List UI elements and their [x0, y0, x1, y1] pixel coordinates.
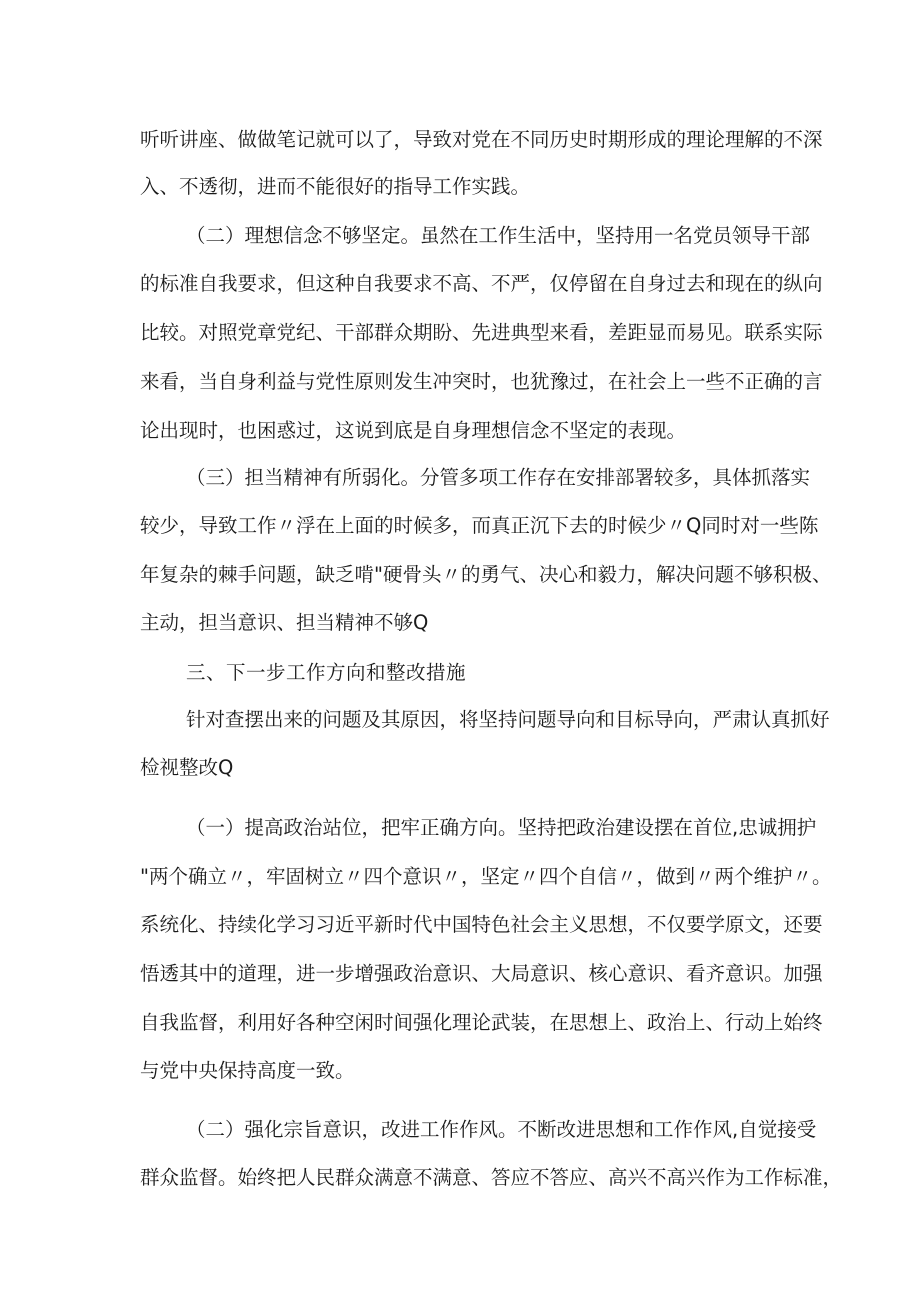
- paragraph-line: 较少，导致工作〃浮在上面的时候多，而真正沉下去的时候少〃Q同时对一些陈: [140, 514, 819, 537]
- paragraph-line: 主动，担当意识、担当精神不够Q: [140, 611, 429, 634]
- paragraph-line: 年复杂的棘手问题，缺乏啃"硬骨头〃的勇气、决心和毅力，解决问题不够积极、: [140, 563, 832, 586]
- paragraph-line: "两个确立〃，牢固树立〃四个意识〃，坚定〃四个自信〃，做到〃两个维护〃。: [140, 865, 832, 888]
- paragraph-line: 群众监督。始终把人民群众满意不满意、答应不答应、高兴不高兴作为工作标准，: [140, 1166, 843, 1189]
- paragraph-line: 系统化、持续化学习习近平新时代中国特色社会主义思想，不仅要学原文，还要: [140, 913, 823, 936]
- paragraph-line: 与党中央保持高度一致。: [140, 1059, 355, 1082]
- paragraph-line: 比较。对照党章党纪、干部群众期盼、先进典型来看，差距显而易见。联系实际: [140, 321, 823, 344]
- paragraph-line: （三）担当精神有所弱化。分管多项工作存在安排部署较多，具体抓落实: [186, 466, 811, 489]
- paragraph-line: （一）提高政治站位，把牢正确方向。坚持把政治建设摆在首位,忠诚拥护: [186, 816, 817, 839]
- section-heading: 三、下一步工作方向和整改措施: [186, 661, 467, 684]
- paragraph-line: （二）理想信念不够坚定。虽然在工作生活中，坚持用一名党员领导干部: [186, 224, 811, 247]
- paragraph-line: 针对查摆出来的问题及其原因，将坚持问题导向和目标导向，严肃认真抓好: [186, 708, 830, 731]
- paragraph-line: 听听讲座、做做笔记就可以了，导致对党在不同历史时期形成的理论理解的不深: [140, 128, 823, 151]
- paragraph-line: 来看，当自身利益与党性原则发生冲突时，也犹豫过，在社会上一些不正确的言: [140, 370, 823, 393]
- paragraph-line: 检视整改Q: [140, 756, 234, 779]
- paragraph-line: 论出现时，也困惑过，这说到底是自身理想信念不坚定的表现。: [140, 419, 687, 442]
- paragraph-line: （二）强化宗旨意识，改进工作作风。不断改进思想和工作作风,自觉接受: [186, 1118, 817, 1141]
- paragraph-line: 悟透其中的道理，进一步增强政治意识、大局意识、核心意识、看齐意识。加强: [140, 962, 823, 985]
- paragraph-line: 自我监督，利用好各种空闲时间强化理论武装，在思想上、政治上、行动上始终: [140, 1011, 823, 1034]
- paragraph-line: 的标准自我要求，但这种自我要求不高、不严，仅停留在自身过去和现在的纵向: [140, 272, 823, 295]
- paragraph-line: 入、不透彻，进而不能很好的指导工作实践。: [140, 175, 531, 198]
